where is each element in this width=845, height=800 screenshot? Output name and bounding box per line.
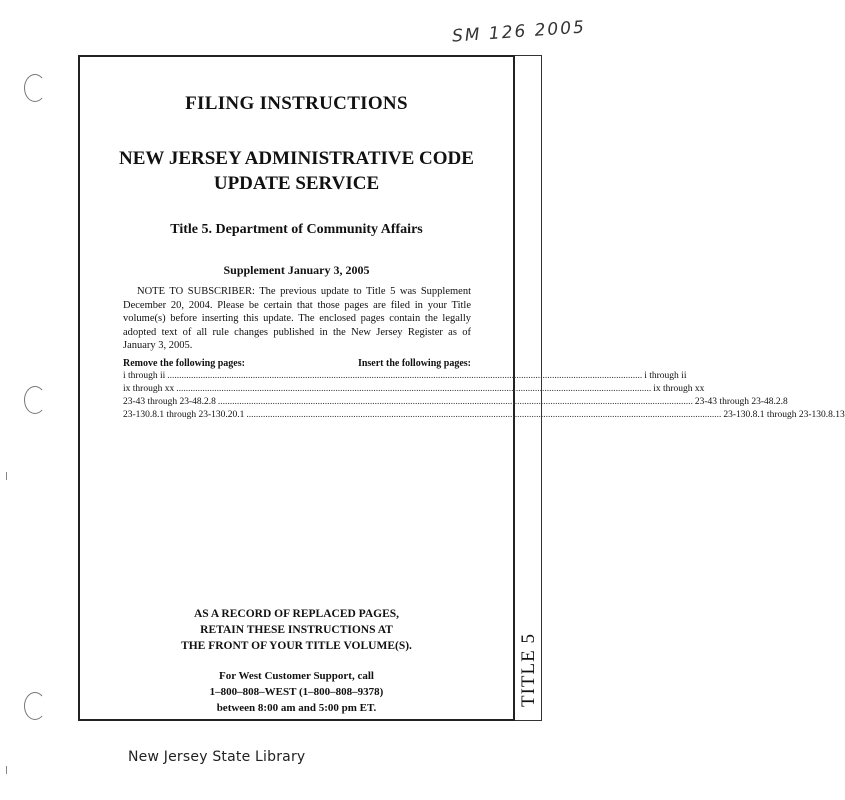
table-row: [123, 384, 705, 397]
library-stamp: New Jersey State Library: [128, 749, 306, 765]
remove-pages: i through ii: [123, 371, 166, 381]
leader-dots: ........................................................................................................................................................................................................: [167, 371, 643, 381]
filing-instructions-heading: FILING INSTRUCTIONS: [185, 93, 408, 114]
table-row: [123, 397, 788, 410]
title-name: Title 5. Department of Community Affairs: [170, 222, 423, 237]
code-title-line: NEW JERSEY ADMINISTRATIVE CODE: [119, 148, 474, 169]
remove-pages: 23-43 through 23-48.2.8: [123, 397, 216, 407]
support-line: 1–800–808–WEST (1–800–808–9378): [209, 686, 384, 698]
customer-support: [80, 668, 513, 716]
scan-mark: [6, 766, 7, 774]
handwritten-note: SM 126 2005: [451, 17, 587, 47]
record-line: THE FRONT OF YOUR TITLE VOLUME(S).: [181, 640, 412, 652]
insert-header: Insert the following pages:: [357, 358, 471, 369]
binder-hole-top: [24, 74, 46, 102]
binder-hole-bottom: [24, 692, 46, 720]
insert-pages: 23-130.8.1 through 23-130.8.13: [723, 410, 845, 420]
remove-pages: 23-130.8.1 through 23-130.20.1: [123, 410, 245, 420]
remove-pages: ix through xx: [123, 384, 175, 394]
record-line: RETAIN THESE INSTRUCTIONS AT: [200, 624, 393, 636]
code-title: [80, 146, 513, 196]
scan-mark: [6, 472, 7, 480]
note-to-subscriber: NOTE TO SUBSCRIBER: The previous update to Title 5 was Supplement December 20, 2004. Please be certain that those pages are filed in your Title volume(s) before inserting this update. The enclosed pages contain the legally adopted text of all rule changes published in the New Jersey Register as of January 3, 2005.: [123, 286, 471, 351]
record-line: AS A RECORD OF REPLACED PAGES,: [193, 608, 400, 620]
code-title-line: UPDATE SERVICE: [213, 173, 380, 194]
pages-table-header: [123, 358, 471, 369]
record-notice: [80, 606, 513, 654]
supplement-date: Supplement January 3, 2005: [223, 263, 370, 277]
insert-pages: ix through xx: [653, 384, 705, 394]
support-line: between 8:00 am and 5:00 pm ET.: [216, 702, 377, 714]
leader-dots: ........................................................................................................................................................................................................: [246, 410, 722, 420]
pages-table: [123, 371, 845, 423]
table-row: [123, 371, 687, 384]
binder-hole-middle: [24, 386, 46, 414]
insert-pages: 23-43 through 23-48.2.8: [694, 397, 788, 407]
support-line: For West Customer Support, call: [219, 670, 374, 682]
remove-header: Remove the following pages:: [123, 358, 245, 369]
table-row: [123, 410, 845, 423]
title-tab-label: TITLE 5: [518, 632, 540, 708]
leader-dots: ........................................................................................................................................................................................................: [176, 384, 652, 394]
leader-dots: ........................................................................................................................................................................................................: [217, 397, 693, 407]
insert-pages: i through ii: [644, 371, 687, 381]
